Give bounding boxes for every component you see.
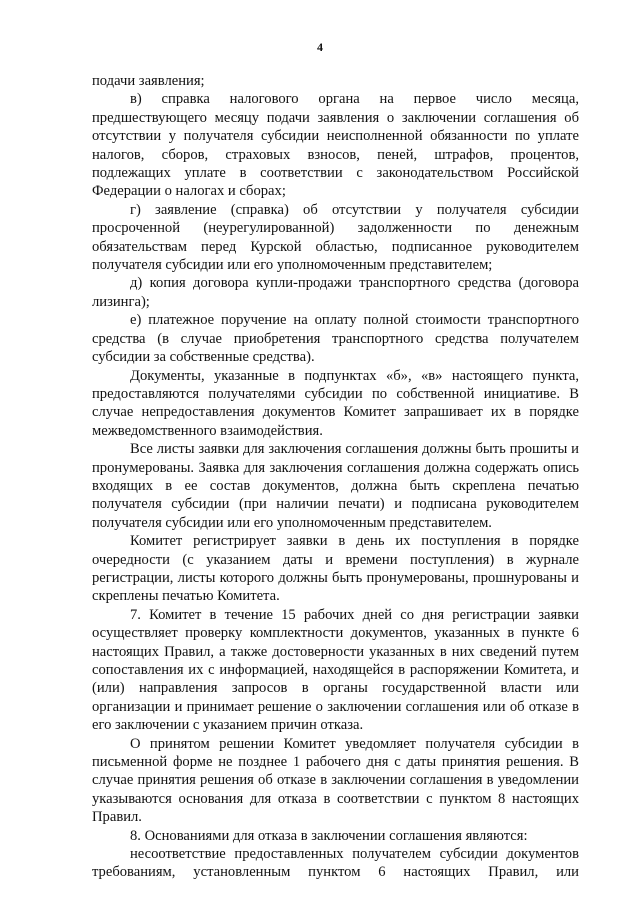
paragraph-4: д) копия договора купли-продажи транспортного средства (договора лизинга); bbox=[92, 275, 579, 310]
paragraph-3: г) заявление (справка) об отсутствии у получателя субсидии просроченной (неурегулированной) задолженности по денежным обязательствам перед Курской областью, подписанное руководителем получателя субсидии или его уполномоченным представителем; bbox=[92, 201, 579, 274]
paragraph-2: в) справка налогового органа на первое число месяца, предшествующего месяцу подачи заявления о заключении соглашения об отсутствии у получателя субсидии неисполненной обязанности по уплате налогов, сборов, страховых взносов, пеней, штрафов, процентов, подлежащих уплате в соответствии с законодательством Российской Федерации о налогах и сборах; bbox=[92, 91, 579, 200]
paragraph-8: Комитет регистрирует заявки в день их поступления в порядке очередности (с указанием даты и времени поступления) в журнале регистрации, листы которого должны быть пронумерованы, прошнурованы и скреплены печатью Комитета. bbox=[92, 533, 579, 605]
paragraph-6: Документы, указанные в подпунктах «б», «в» настоящего пункта, предоставляются получателями субсидии по собственной инициативе. В случае непредоставления документов Комитет запрашивает их в порядке межведомственного взаимодействия. bbox=[92, 367, 579, 439]
document-body bbox=[92, 72, 579, 882]
paragraph-10: О принятом решении Комитет уведомляет получателя субсидии в письменной форме не позднее 1 рабочего дня с даты принятия решения. В случае принятия решения об отказе в заключении соглашения в уведомлении указываются основания для отказа в соответствии с пунктом 8 настоящих Правил. bbox=[92, 735, 579, 826]
paragraph-11: 8. Основаниями для отказа в заключении соглашения являются: bbox=[130, 827, 528, 844]
page-number: 4 bbox=[317, 40, 323, 54]
paragraph-1: подачи заявления; bbox=[92, 73, 205, 89]
paragraph-9: 7. Комитет в течение 15 рабочих дней со дня регистрации заявки осуществляет проверку комплектности документов, указанных в пункте 6 настоящих Правил, а также достоверности указанных в них сведений путем сопоставления их с информацией, находящейся в распоряжении Комитета, и (или) направления запросов в органы государственной власти или организации и принимает решение о заключении соглашения или об отказе в его заключении с указанием причин отказа. bbox=[92, 606, 579, 734]
paragraph-12: несоответствие предоставленных получателем субсидии документов требованиям, установленным пунктом 6 настоящих Правил, или bbox=[92, 846, 579, 881]
paragraph-7: Все листы заявки для заключения соглашения должны быть прошиты и пронумерованы. Заявка для заключения соглашения должна содержать опись входящих в ее состав документов, должна быть скреплена печатью получателя субсидии (при наличии печати) и подписана руководителем получателя субсидии или его уполномоченным представителем. bbox=[92, 441, 579, 531]
paragraph-5: е) платежное поручение на оплату полной стоимости транспортного средства (в случае приобретения транспортного средства получателем субсидии за собственные средства). bbox=[92, 312, 579, 366]
